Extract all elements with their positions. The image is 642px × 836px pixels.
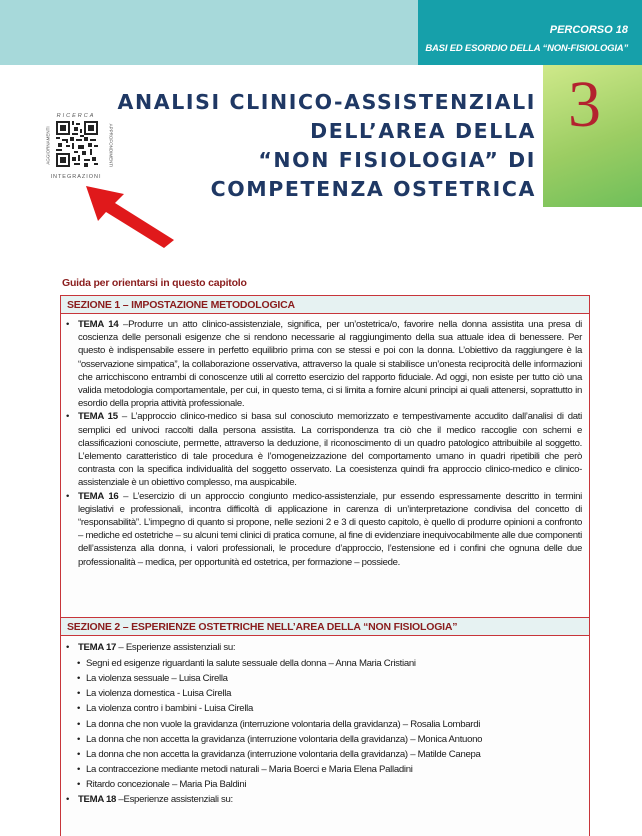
bullet: •	[66, 411, 70, 423]
sub-list-item	[66, 778, 582, 791]
red-arrow-icon	[84, 180, 180, 250]
tema-label: TEMA 16	[78, 490, 119, 502]
sub-list-item	[66, 657, 582, 670]
tema-text: – L’esercizio di un approccio congiunto medico-assistenziale, pur essendo espressamente descritto in termini legislativi e professionali, incontra difficoltà di applicazione in carenza di un’interpretazione condivisa del concetto di “responsabilità”. L’impegno di quanto si propone, nelle sezioni 2 e 3 di questo capitolo, è quello di produrre opinioni a confronto – mediche ed ostetriche – su alcuni temi clinici di pratica comune, al fine di evidenziare inequivocabilmente alle due componenti dell’assistenza alla donna, i valori professionali, le procedure d’approccio, l’estensione ed i confini che ognuna delle due professionalità – medica, per opportunità ed ostetrica, per formazione – possiede.	[78, 490, 582, 568]
bullet: •	[77, 733, 81, 745]
chapter-title-line: DELL’AREA DELLA	[310, 119, 536, 143]
sub-list-item	[66, 702, 582, 715]
sub-list-item	[66, 748, 582, 761]
sub-item-text: La violenza contro i bambini - Luisa Cirella	[86, 703, 254, 715]
list-item	[66, 641, 582, 654]
tema-label: TEMA 18	[78, 794, 117, 806]
tema-text: – Esperienze assistenziali su:	[116, 642, 236, 653]
qr-label-left: AGGIORNAMENTI	[45, 126, 51, 165]
list-item	[66, 318, 582, 410]
sub-item-text: La donna che non accetta la gravidanza (interruzione volontaria della gravidanza) – Matilde Canepa	[86, 748, 481, 760]
chapter-guide-heading: Guida per orientarsi in questo capitolo	[62, 277, 247, 289]
qr-label-right: APPROFONDIMENTI	[108, 123, 114, 168]
sub-list-item	[66, 718, 582, 731]
section-1-heading: SEZIONE 1 – IMPOSTAZIONE METODOLOGICA	[61, 296, 589, 314]
sub-list-item	[66, 687, 582, 700]
sub-list-item	[66, 733, 582, 746]
bullet: •	[77, 673, 81, 685]
bullet: •	[77, 658, 81, 670]
list-item	[66, 410, 582, 489]
sub-item-text: Ritardo concezionale – Maria Pia Baldini	[86, 778, 247, 790]
bullet: •	[77, 763, 81, 775]
qr-label-top: RICERCA	[56, 113, 96, 119]
list-item	[66, 793, 582, 806]
bullet: •	[77, 703, 81, 715]
section-2-content	[66, 641, 582, 806]
sub-list-item	[66, 763, 582, 776]
section-1-content	[66, 318, 582, 569]
sub-item-text: La donna che non vuole la gravidanza (interruzione volontaria della gravidanza) – Rosalia Lombardi	[86, 718, 481, 730]
bullet: •	[66, 319, 70, 330]
tema-text: –Esperienze assistenziali su:	[116, 794, 233, 806]
bullet: •	[66, 794, 70, 806]
sub-item-text: La violenza sessuale – Luisa Cirella	[86, 673, 228, 685]
bullet: •	[77, 778, 81, 790]
chapter-title-line: “NON FISIOLOGIA” DI	[258, 148, 536, 172]
bullet: •	[77, 748, 81, 760]
tema-label: TEMA 17	[78, 642, 117, 653]
sub-list-item	[66, 672, 582, 685]
chapter-title-line: ANALISI CLINICO-ASSISTENZIALI	[117, 90, 536, 114]
list-item	[66, 490, 582, 569]
qr-label-bottom: INTEGRAZIONI	[50, 174, 102, 180]
sub-item-text: La donna che non accetta la gravidanza (interruzione volontaria della gravidanza) – Monica Antuono	[86, 733, 483, 745]
tema-label: TEMA 14	[78, 319, 119, 330]
chapter-title-line: COMPETENZA OSTETRICA	[210, 177, 536, 201]
bullet: •	[77, 688, 81, 700]
tema-text: – L’approccio clinico-medico si basa sul conosciuto memorizzato e tempestivamente accudito dall’analisi di dati semplici ed univoci raccolti dalla persona assistita. La corrispondenza tra ciò che il medico raccoglie con schemi e classificazioni conosciute, permette, attraverso la deduzione, il riconoscimento di un quadro patologico attribuibile al soggetto. L’elemento caratteristico di tale procedura è l’omogeneizzazione del comportamento umano in quadri ripetibili che però contrasta con la specifica individualità del soggetto osservato. La coesistenza quindi fra approccio clinico-medico e clinico-assistenziale è un obiettivo complesso, ma auspicabile.	[78, 411, 582, 489]
tema-label: TEMA 15	[78, 411, 118, 423]
sub-item-text: La violenza domestica - Luisa Cirella	[86, 688, 232, 700]
tema-text: –Produrre un atto clinico-assistenziale, significa, per un’ostetrica/o, favorire nella donna assistita una presa di coscienza delle personali esigenze che si rendono necessarie al raggiungimento della sua attuale idea di benessere. Per questo è indispensabile essere in perfetto equilibrio prima con se stessi e poi con la donna. L’obiettivo da raggiungere è la “osservazione simpatica”, la collaborazione osservativa, attraverso la quale si stabilisce un’onesta reciprocità delle informazioni che arricchiscono entrambi di conoscenze utili al corretto esercizio del rapporto fiduciale. Ad oggi, non esiste per tutto ciò una valida metodologia comportamentale, per cui, in questo tema, ci si limita a fornire alcuni principi ai quali attenersi, soprattutto in esordio della propria attività professionale.	[78, 319, 583, 410]
sub-item-text: La contraccezione mediante metodi naturali – Maria Boerci e Maria Elena Palladini	[86, 763, 413, 775]
section-2-heading: SEZIONE 2 – ESPERIENZE OSTETRICHE NELL’AREA DELLA “NON FISIOLOGIA”	[61, 617, 589, 636]
percorso-subtitle: BASI ED ESORDIO DELLA “NON-FISIOLOGIA”	[425, 43, 628, 54]
bullet: •	[66, 642, 70, 653]
chapter-number: 3	[568, 68, 601, 141]
bullet: •	[66, 490, 70, 502]
percorso-label: PERCORSO 18	[549, 24, 628, 36]
sub-item-text: Segni ed esigenze riguardanti la salute sessuale della donna – Anna Maria Cristiani	[86, 658, 416, 670]
qr-code-icon[interactable]	[56, 121, 98, 167]
bullet: •	[77, 718, 81, 730]
